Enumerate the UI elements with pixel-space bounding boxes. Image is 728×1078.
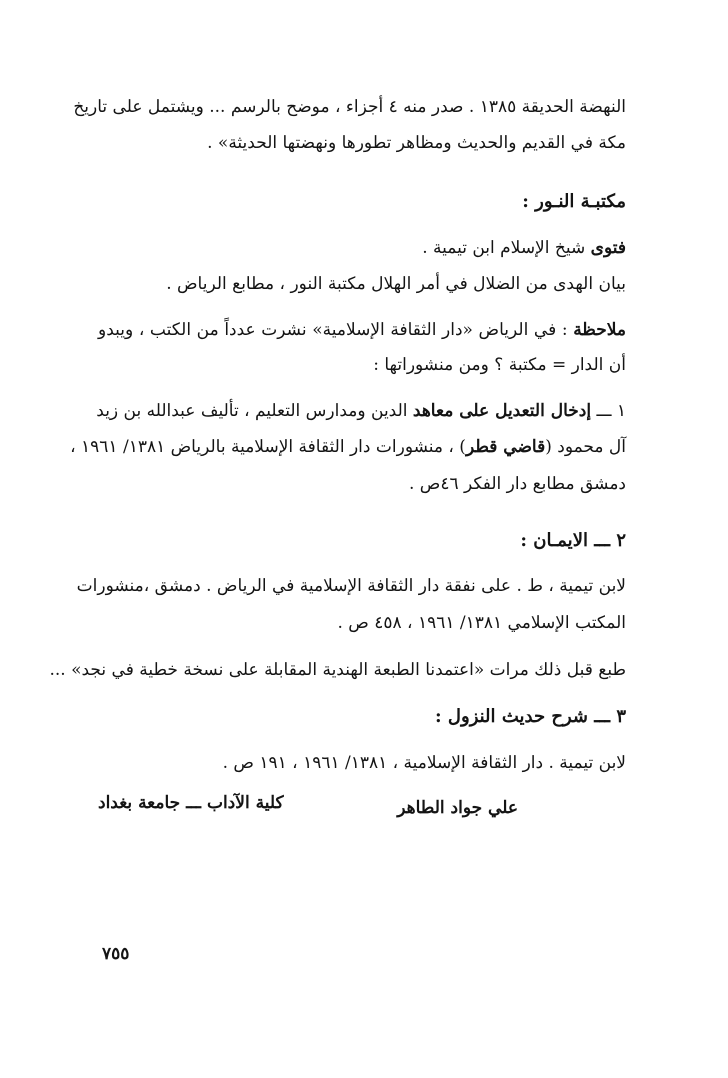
nour-item-1-title: فتوى: [590, 238, 626, 258]
entry-1-author-pre: آل محمود (: [545, 437, 626, 457]
entry-1-line-2: [70, 435, 626, 459]
note-line-1: [98, 318, 626, 342]
section-heading-nour: مكتبـة النـور :: [522, 191, 626, 212]
note-label: ملاحظة: [573, 320, 627, 340]
nour-item-1-text: شيخ الإسلام ابن تيمية .: [422, 238, 586, 258]
entry-1-title: إدخال التعديل على معاهد: [412, 401, 592, 421]
nour-item-2: بيان الهدى من الضلال في أمر الهلال مكتبة النور ، مطابع الرياض .: [166, 274, 626, 294]
page-number: ٧٥٥: [102, 944, 130, 964]
intro-line-2: مكة في القديم والحديث ومظاهر تطورها ونهضتها الحديثة» .: [207, 133, 626, 153]
entry-1-text: الدين ومدارس التعليم ، تأليف عبدالله بن زيد: [96, 401, 408, 421]
entry-1-line-3: دمشق مطابع دار الفكر ٤٦ص .: [408, 474, 626, 494]
entry-2-heading: ٢ ـــ الايمـان :: [520, 530, 626, 551]
entry-2-line-1: لابن تيمية ، ط . على نفقة دار الثقافة الإسلامية في الرياض . دمشق ،منشورات: [76, 576, 626, 596]
entry-1-number: ١ ـــ: [596, 401, 626, 421]
signature-affiliation: كلية الآداب ـــ جامعة بغداد: [98, 793, 284, 813]
entry-2-line-3: طبع قبل ذلك مرات «اعتمدنا الطبعة الهندية المقابلة على نسخة خطية في نجد» ...: [49, 660, 626, 680]
entry-2-line-2: المكتب الإسلامي ١٣٨١/ ١٩٦١ ، ٤٥٨ ص .: [337, 613, 626, 633]
entry-3-line-1: لابن تيمية . دار الثقافة الإسلامية ، ١٣٨١/ ١٩٦١ ، ١٩١ ص .: [222, 753, 626, 773]
nour-item-1: [98, 236, 626, 260]
entry-1-author-title: قاضي قطر: [465, 437, 546, 457]
signature-author: علي جواد الطاهر: [397, 798, 518, 818]
note-line-2: أن الدار = مكتبة ؟ ومن منشوراتها :: [373, 355, 626, 375]
entry-1-author-post: ) ، منشورات دار الثقافة الإسلامية بالرياض ١٣٨١/ ١٩٦١ ،: [70, 437, 466, 457]
entry-1-line-1: [98, 399, 626, 423]
intro-line-1: النهضة الحديقة ١٣٨٥ . صدر منه ٤ أجزاء ، موضح بالرسم ... ويشتمل على تاريخ: [73, 97, 626, 117]
entry-3-heading: ٣ ـــ شرح حديث النزول :: [435, 706, 626, 727]
note-text-1: : في الرياض «دار الثقافة الإسلامية» نشرت عدداً من الكتب ، ويبدو: [98, 320, 568, 340]
